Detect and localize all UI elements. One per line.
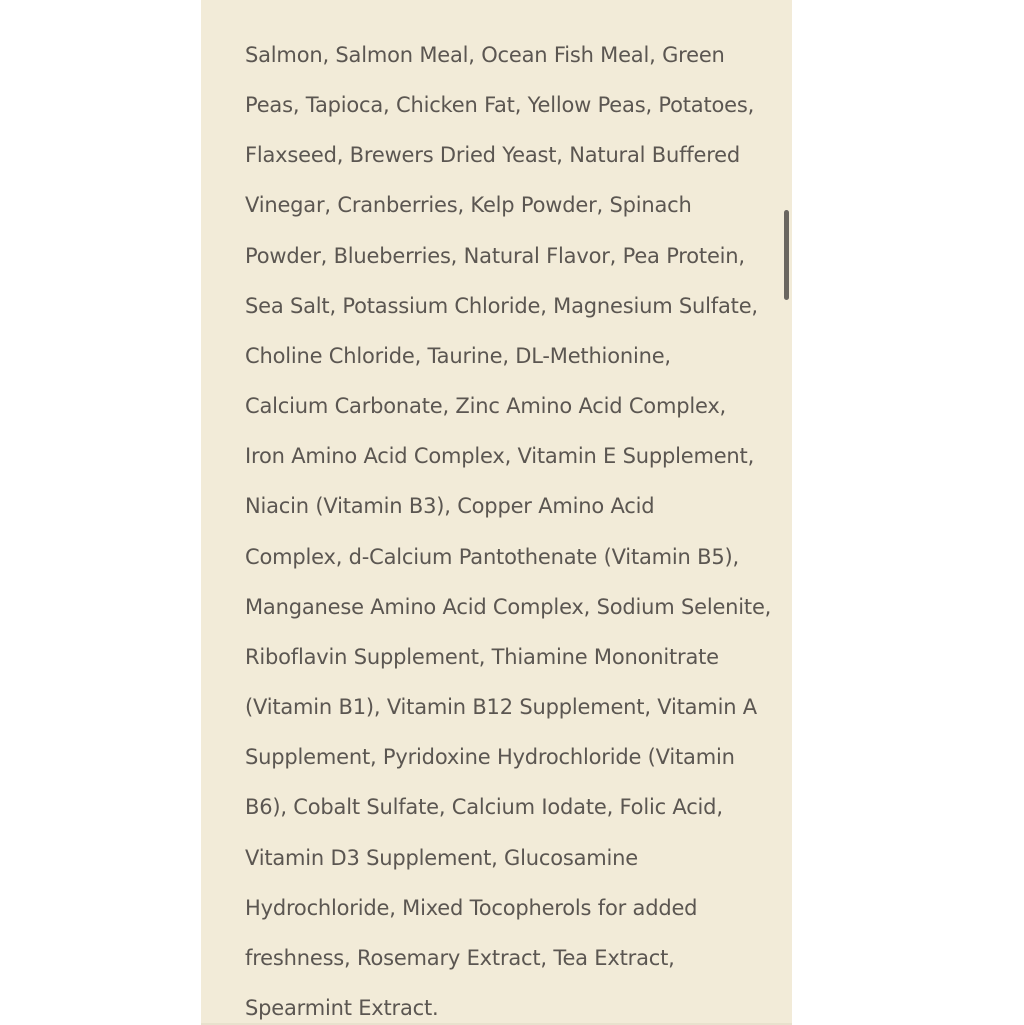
ingredients-line: Niacin (Vitamin B3), Copper Amino Acid	[245, 494, 655, 519]
ingredients-text	[245, 30, 772, 1025]
ingredients-line: freshness, Rosemary Extract, Tea Extract,	[245, 945, 675, 970]
ingredients-line: (Vitamin B1), Vitamin B12 Supplement, Vitamin A	[245, 695, 757, 720]
ingredients-line: Powder, Blueberries, Natural Flavor, Pea Protein,	[245, 243, 745, 268]
ingredients-line: Manganese Amino Acid Complex, Sodium Selenite,	[245, 594, 772, 619]
ingredients-line: Calcium Carbonate, Zinc Amino Acid Complex,	[245, 394, 727, 419]
ingredients-panel[interactable]	[201, 0, 792, 1025]
ingredients-line: Spearmint Extract.	[245, 995, 439, 1020]
ingredients-line: Sea Salt, Potassium Chloride, Magnesium Sulfate,	[245, 293, 758, 318]
ingredients-line: Iron Amino Acid Complex, Vitamin E Supplement,	[245, 444, 755, 469]
ingredients-line: Flaxseed, Brewers Dried Yeast, Natural Buffered	[245, 143, 741, 168]
ingredients-line: Salmon, Salmon Meal, Ocean Fish Meal, Green	[245, 43, 725, 67]
ingredients-line: B6), Cobalt Sulfate, Calcium Iodate, Folic Acid,	[245, 795, 723, 820]
ingredients-line: Riboflavin Supplement, Thiamine Mononitrate	[245, 644, 719, 669]
scrollbar-thumb[interactable]	[784, 210, 789, 300]
ingredients-line: Hydrochloride, Mixed Tocopherols for added	[245, 895, 698, 920]
ingredients-line: Peas, Tapioca, Chicken Fat, Yellow Peas, Potatoes,	[245, 93, 755, 118]
ingredients-line: Vinegar, Cranberries, Kelp Powder, Spinach	[245, 193, 692, 218]
ingredients-line: Choline Chloride, Taurine, DL-Methionine,	[245, 343, 671, 368]
ingredients-line: Supplement, Pyridoxine Hydrochloride (Vitamin	[245, 745, 735, 770]
ingredients-line: Complex, d-Calcium Pantothenate (Vitamin B5),	[245, 544, 739, 569]
ingredients-line: Vitamin D3 Supplement, Glucosamine	[245, 845, 638, 870]
